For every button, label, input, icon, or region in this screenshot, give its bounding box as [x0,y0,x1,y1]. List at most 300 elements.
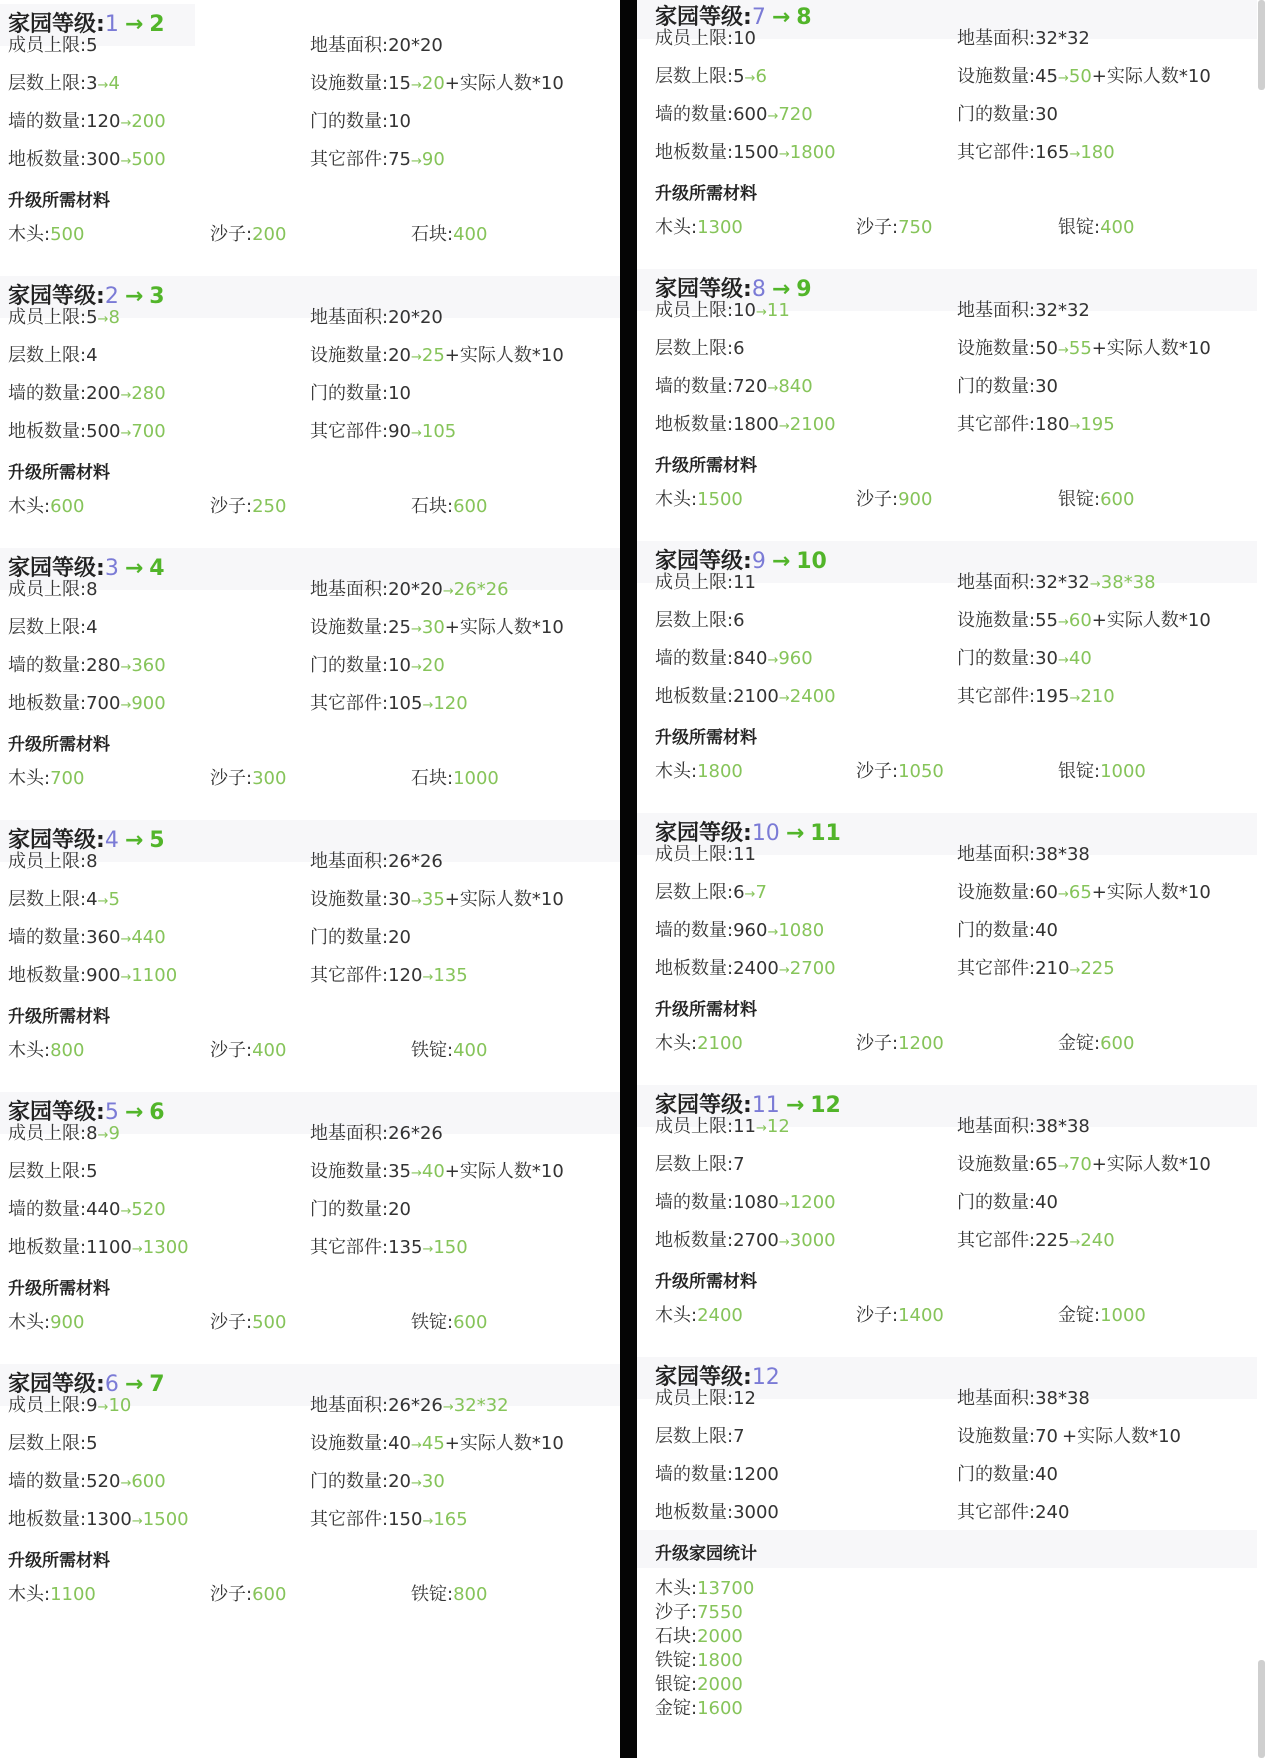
arrow-icon: → [785,821,805,846]
stat-label: 门的数量 [310,655,382,676]
stat-label: 其它部件 [310,149,382,170]
stat-label: 其它部件 [957,1230,1029,1251]
stat-label: 层数上限 [655,66,727,87]
stat-item: 墙的数量:280→360 [8,655,166,676]
stat-label: 设施数量 [957,1154,1029,1175]
stat-item: 墙的数量:440→520 [8,1199,166,1220]
stat-item: 成员上限:11 [655,844,756,865]
stat-item: 其它部件:210→225 [957,958,1115,979]
small-arrow-icon: → [97,1128,109,1143]
totals-title: 升级家园统计 [655,1544,757,1564]
stat-label: 门的数量 [310,1471,382,1492]
small-arrow-icon: → [120,426,132,441]
stat-item: 地基面积:32*32 [957,28,1090,49]
stat-new-value: 280 [131,383,166,404]
small-arrow-icon: → [410,894,422,909]
stat-item: 地板数量:300→500 [8,149,166,170]
material-name: 铁锭 [411,1040,447,1061]
facility-suffix: +实际人数*10 [1091,610,1211,631]
stat-label: 层数上限 [655,610,727,631]
stat-value: 38*38 [1035,1116,1090,1137]
arrow-icon: → [124,556,144,581]
material-name: 木头 [8,768,44,789]
stat-item: 墙的数量:200→280 [8,383,166,404]
stat-item: 地基面积:20*20 [310,307,443,328]
stat-item: 门的数量:20→30 [310,1471,445,1492]
level-from: 10 [751,821,780,846]
stat-new-value: 6 [755,66,767,87]
facility-suffix: +实际人数*10 [444,1161,564,1182]
level-section [637,541,1267,813]
stat-item: 地基面积:38*38 [957,844,1090,865]
material-name: 沙子 [655,1602,691,1623]
material-name: 石块 [655,1626,691,1647]
material-name: 铁锭 [411,1584,447,1605]
stat-item: 墙的数量:720→840 [655,376,813,397]
stat-new-value: 1080 [778,920,825,941]
material-item: 木头:2100 [655,1033,743,1054]
stat-value: 3 [86,73,98,94]
stat-label: 地板数量 [655,142,727,163]
level-section [637,1085,1267,1357]
small-arrow-icon: → [767,925,779,940]
stat-new-value: 360 [131,655,166,676]
stat-label: 墙的数量 [655,648,727,669]
material-name: 银锭 [1058,217,1094,238]
stat-new-value: 65 [1068,882,1092,903]
small-arrow-icon: → [120,660,132,675]
stat-item: 门的数量:10 [310,383,411,404]
material-amount: 400 [453,1040,488,1061]
stat-label: 地基面积 [310,35,382,56]
stat-value: 440 [86,1199,121,1220]
stat-new-value: 5 [108,889,120,910]
stat-value: 55 [1035,610,1058,631]
material-item: 沙子:1200 [856,1033,944,1054]
small-arrow-icon: → [1069,147,1081,162]
stat-item: 地基面积:20*20 [310,35,443,56]
stat-item: 层数上限:4 [8,345,98,366]
stat-label: 门的数量 [310,383,382,404]
stat-label: 其它部件 [957,686,1029,707]
material-amount: 400 [1100,217,1135,238]
facility-suffix: +实际人数*10 [1061,1426,1181,1447]
small-arrow-icon: → [1069,1235,1081,1250]
stat-item: 其它部件:75→90 [310,149,445,170]
stat-value: 8 [86,579,98,600]
stat-value: 65 [1035,1154,1058,1175]
stat-new-value: 32*32 [453,1395,509,1416]
material-amount: 1500 [697,489,743,510]
stat-item: 层数上限:4→5 [8,889,120,910]
stat-value: 10 [733,28,756,49]
stat-item: 墙的数量:360→440 [8,927,166,948]
stat-item: 设施数量:70 +实际人数*10 [957,1426,1181,1447]
stat-item: 墙的数量:600→720 [655,104,813,125]
small-arrow-icon: → [1057,71,1069,86]
material-amount: 900 [898,489,933,510]
stat-new-value: 720 [778,104,813,125]
stat-label: 成员上限 [655,572,727,593]
stat-value: 4 [86,345,98,366]
stat-value: 40 [1035,1192,1058,1213]
totals-item: 金锭:1600 [655,1698,743,1719]
stat-value: 180 [1035,414,1070,435]
stat-label: 地基面积 [957,28,1029,49]
level-from: 11 [751,1093,780,1118]
stat-value: 10 [388,111,411,132]
material-item: 铁锭:600 [411,1312,488,1333]
small-arrow-icon: → [1057,343,1069,358]
stat-label: 其它部件 [310,693,382,714]
stat-item: 设施数量:65→70+实际人数*10 [957,1154,1211,1175]
stat-new-value: 25 [421,345,445,366]
header-label: 家园等级: [655,277,752,302]
stat-label: 地板数量 [655,1230,727,1251]
stat-new-value: 70 [1068,1154,1092,1175]
material-amount: 750 [898,217,933,238]
material-item: 银锭:600 [1058,489,1135,510]
stat-item: 门的数量:40 [957,1464,1058,1485]
stat-item: 地基面积:38*38 [957,1388,1090,1409]
material-item: 木头:1500 [655,489,743,510]
stat-item: 地板数量:1800→2100 [655,414,836,435]
material-item: 金锭:1000 [1058,1305,1146,1326]
stat-item: 其它部件:165→180 [957,142,1115,163]
material-name: 木头 [8,496,44,517]
stat-new-value: 105 [421,421,457,442]
material-amount: 500 [252,1312,287,1333]
material-item: 石块:1000 [411,768,499,789]
stat-new-value: 10 [108,1395,132,1416]
stat-label: 地板数量 [8,149,80,170]
stat-item: 地板数量:1100→1300 [8,1237,189,1258]
small-arrow-icon: → [1057,653,1069,668]
stat-value: 20*20 [388,307,443,328]
stat-new-value: 520 [131,1199,166,1220]
stat-value: 4 [86,617,98,638]
material-amount: 200 [252,224,287,245]
stat-value: 10 [388,655,411,676]
stat-new-value: 20 [421,73,445,94]
stat-item: 其它部件:135→150 [310,1237,468,1258]
stat-value: 12 [733,1388,756,1409]
stat-new-value: 90 [421,149,445,170]
stat-label: 其它部件 [310,965,382,986]
stat-value: 200 [86,383,121,404]
arrow-icon: → [124,1372,144,1397]
stat-value: 7 [733,1426,745,1447]
header-label: 家园等级: [8,1372,105,1397]
stat-new-value: 500 [131,149,166,170]
stat-value: 32*32 [1035,300,1090,321]
small-arrow-icon: → [442,584,454,599]
stat-value: 7 [733,1154,745,1175]
stat-label: 地板数量 [8,1237,80,1258]
stat-item: 地基面积:20*20→26*26 [310,579,509,600]
stat-item: 设施数量:30→35+实际人数*10 [310,889,564,910]
stat-value: 20 [388,927,411,948]
material-name: 木头 [8,1584,44,1605]
stat-new-value: 8 [108,307,120,328]
stat-label: 门的数量 [310,927,382,948]
stat-value: 8 [86,1123,98,1144]
level-section [0,276,620,548]
stat-item: 成员上限:9→10 [8,1395,132,1416]
small-arrow-icon: → [410,1476,422,1491]
stat-item: 墙的数量:1080→1200 [655,1192,836,1213]
stat-new-value: 26*26 [453,579,509,600]
material-name: 木头 [8,1040,44,1061]
material-amount: 1600 [697,1698,743,1719]
stat-label: 层数上限 [8,1433,80,1454]
right-column [637,0,1267,1758]
material-amount: 600 [453,1312,488,1333]
stat-item: 门的数量:20 [310,1199,411,1220]
small-arrow-icon: → [120,388,132,403]
material-amount: 2100 [697,1033,743,1054]
stat-new-value: 135 [433,965,468,986]
material-amount: 500 [50,224,85,245]
material-name: 沙子 [210,1040,246,1061]
left-column [0,0,620,1758]
totals-item: 银锭:2000 [655,1674,743,1695]
small-arrow-icon: → [120,970,132,985]
stat-value: 1200 [733,1464,779,1485]
arrow-icon: → [124,1100,144,1125]
material-item: 石块:600 [411,496,488,517]
material-item: 石块:400 [411,224,488,245]
stat-item: 门的数量:30→40 [957,648,1092,669]
material-item: 沙子:1400 [856,1305,944,1326]
material-item: 沙子:900 [856,489,933,510]
stat-label: 地基面积 [310,579,382,600]
stat-label: 成员上限 [655,300,727,321]
stat-item: 地板数量:3000 [655,1502,779,1523]
level-to: 4 [149,556,165,581]
material-amount: 600 [1100,489,1135,510]
level-from: 12 [751,1365,780,1390]
stat-item: 成员上限:8→9 [8,1123,120,1144]
stat-label: 地板数量 [655,686,727,707]
level-section [637,269,1267,541]
small-arrow-icon: → [755,305,767,320]
stat-item: 成员上限:12 [655,1388,756,1409]
small-arrow-icon: → [1057,887,1069,902]
stat-new-value: 7 [755,882,767,903]
stat-item: 设施数量:45→50+实际人数*10 [957,66,1211,87]
small-arrow-icon: → [410,426,422,441]
small-arrow-icon: → [97,894,109,909]
stat-value: 5 [86,1161,98,1182]
small-arrow-icon: → [778,963,790,978]
small-arrow-icon: → [442,1400,454,1415]
stat-item: 墙的数量:840→960 [655,648,813,669]
stat-label: 地板数量 [8,693,80,714]
stat-label: 成员上限 [8,35,80,56]
material-name: 石块 [411,496,447,517]
stat-value: 30 [1035,648,1058,669]
facility-suffix: +实际人数*10 [444,617,564,638]
facility-suffix: +实际人数*10 [444,1433,564,1454]
stat-value: 5 [733,66,745,87]
material-amount: 1000 [1100,761,1146,782]
stat-new-value: 40 [1068,648,1092,669]
stat-label: 门的数量 [957,104,1029,125]
stat-value: 75 [388,149,411,170]
stat-label: 层数上限 [655,882,727,903]
stat-value: 40 [1035,920,1058,941]
stat-item: 设施数量:20→25+实际人数*10 [310,345,564,366]
small-arrow-icon: → [422,698,434,713]
arrow-icon: → [771,549,791,574]
small-arrow-icon: → [1089,577,1101,592]
level-to: 3 [149,284,165,309]
material-amount: 1800 [697,1650,743,1671]
stat-value: 50 [1035,338,1058,359]
stat-value: 1800 [733,414,779,435]
materials-title: 升级所需材料 [655,1272,757,1292]
material-name: 沙子 [210,1312,246,1333]
small-arrow-icon: → [767,109,779,124]
stat-item: 成员上限:10→11 [655,300,790,321]
stat-value: 8 [86,851,98,872]
stat-item: 门的数量:10→20 [310,655,445,676]
level-from: 4 [104,828,119,853]
stat-item: 门的数量:40 [957,920,1058,941]
material-amount: 600 [252,1584,287,1605]
stat-item: 成员上限:8 [8,579,98,600]
stat-label: 成员上限 [8,579,80,600]
stat-item: 设施数量:50→55+实际人数*10 [957,338,1211,359]
materials-title: 升级所需材料 [655,728,757,748]
stat-new-value: 30 [421,1471,445,1492]
stat-value: 2400 [733,958,779,979]
stat-item: 其它部件:120→135 [310,965,468,986]
level-to: 10 [796,549,827,574]
stat-value: 165 [1035,142,1070,163]
stat-value: 30 [388,889,411,910]
stat-label: 成员上限 [655,1388,727,1409]
stat-item: 墙的数量:120→200 [8,111,166,132]
stat-value: 30 [1035,104,1058,125]
stat-value: 38*38 [1035,1388,1090,1409]
material-name: 木头 [655,761,691,782]
stat-label: 层数上限 [8,889,80,910]
small-arrow-icon: → [422,1514,434,1529]
level-section [0,820,620,1092]
small-arrow-icon: → [778,691,790,706]
stat-value: 6 [733,610,745,631]
level-from: 8 [751,277,766,302]
stat-label: 层数上限 [8,1161,80,1182]
level-from: 2 [104,284,119,309]
stat-item: 层数上限:5 [8,1161,98,1182]
level-section [0,1092,620,1364]
level-to: 11 [810,821,841,846]
header-label: 家园等级: [8,1100,105,1125]
facility-suffix: +实际人数*10 [444,345,564,366]
material-item: 木头:600 [8,496,85,517]
stat-new-value: 55 [1068,338,1092,359]
level-to: 8 [796,5,812,30]
stat-value: 60 [1035,882,1058,903]
stat-new-value: 600 [131,1471,166,1492]
level-from: 6 [104,1372,119,1397]
level-to: 12 [810,1093,841,1118]
material-item: 银锭:400 [1058,217,1135,238]
header-label: 家园等级: [655,549,752,574]
small-arrow-icon: → [755,1121,767,1136]
stat-value: 35 [388,1161,411,1182]
stat-new-value: 210 [1080,686,1115,707]
stat-value: 1080 [733,1192,779,1213]
small-arrow-icon: → [1057,615,1069,630]
material-name: 木头 [655,217,691,238]
stat-value: 5 [86,1433,98,1454]
material-name: 木头 [655,1305,691,1326]
stat-value: 40 [388,1433,411,1454]
stat-new-value: 240 [1080,1230,1115,1251]
stat-new-value: 225 [1080,958,1115,979]
stat-item: 层数上限:5 [8,1433,98,1454]
stat-new-value: 20 [421,655,445,676]
header-label: 家园等级: [8,828,105,853]
stat-new-value: 1200 [789,1192,836,1213]
stat-item: 其它部件:150→165 [310,1509,468,1530]
stat-item: 门的数量:10 [310,111,411,132]
totals-item: 石块:2000 [655,1626,743,1647]
level-from: 1 [104,12,119,37]
material-amount: 1000 [1100,1305,1146,1326]
material-item: 沙子:400 [210,1040,287,1061]
stat-new-value: 60 [1068,610,1092,631]
stat-label: 其它部件 [310,421,382,442]
scrollbar-bottom[interactable] [1258,1660,1265,1758]
stat-value: 120 [388,965,423,986]
small-arrow-icon: → [767,381,779,396]
stat-item: 层数上限:4 [8,617,98,638]
stat-item: 层数上限:3→4 [8,73,120,94]
stat-item: 成员上限:8 [8,851,98,872]
material-amount: 1100 [50,1584,96,1605]
material-amount: 700 [50,768,85,789]
material-name: 沙子 [210,1584,246,1605]
stat-label: 设施数量 [310,73,382,94]
stat-label: 层数上限 [655,1426,727,1447]
header-label: 家园等级: [655,1093,752,1118]
level-section [0,1364,620,1636]
material-item: 铁锭:800 [411,1584,488,1605]
stat-new-value: 3000 [789,1230,836,1251]
stat-new-value: 180 [1080,142,1115,163]
material-amount: 2400 [697,1305,743,1326]
small-arrow-icon: → [97,78,109,93]
stat-label: 地板数量 [8,1509,80,1530]
stat-label: 设施数量 [310,1433,382,1454]
stat-label: 墙的数量 [8,927,80,948]
stat-item: 门的数量:20 [310,927,411,948]
material-amount: 13700 [697,1578,755,1599]
stat-label: 地基面积 [957,1388,1029,1409]
stat-label: 墙的数量 [8,1471,80,1492]
stat-value: 32*32 [1035,572,1090,593]
material-amount: 600 [50,496,85,517]
stat-item: 地基面积:38*38 [957,1116,1090,1137]
stat-new-value: 2400 [789,686,836,707]
stat-label: 其它部件 [957,1502,1029,1523]
material-name: 沙子 [856,1033,892,1054]
